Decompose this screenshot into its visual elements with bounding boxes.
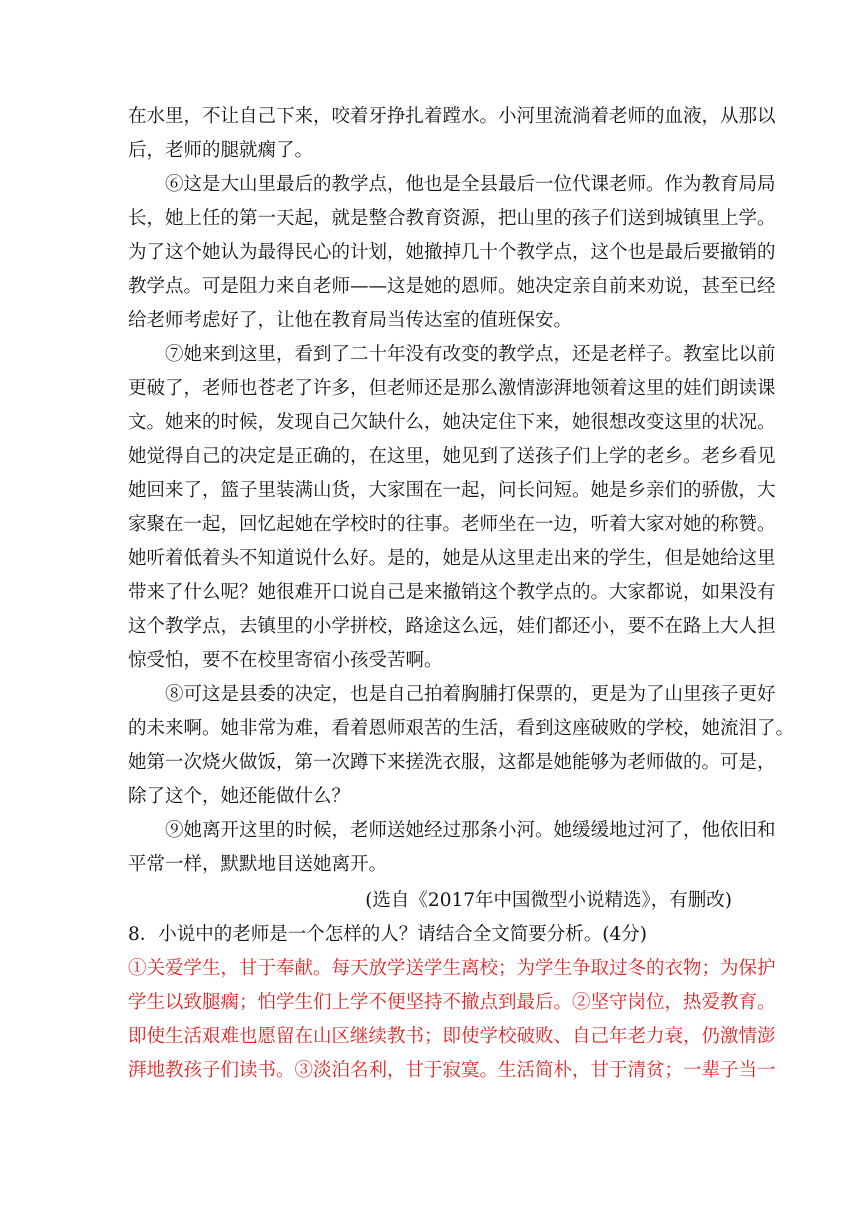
source-citation: (选自《2017年中国微型小说精选》，有删改) — [365, 890, 732, 911]
text-line: 她觉得自己的决定是正确的，在这里，她见到了送孩子们上学的老乡。老乡看见 — [128, 446, 776, 467]
paragraph-9 — [128, 814, 776, 882]
text-line: 她听着低着头不知道说什么好。是的，她是从这里走出来的学生，但是她给这里 — [128, 548, 776, 569]
paragraph-8 — [128, 678, 795, 814]
text-line: 文。她来的时候，发现自己欠缺什么，她决定住下来，她很想改变这里的状况。 — [128, 412, 776, 433]
answer-line: ①关爱学生，甘于奉献。每天放学送学生离校；为学生争取过冬的衣物；为保护 — [128, 958, 776, 979]
answer-line: 湃地教孩子们读书。③淡泊名利，甘于寂寞。生活简朴，甘于清贫；一辈子当一 — [128, 1060, 776, 1081]
text-line: 她第一次烧火做饭，第一次蹲下来搓洗衣服，这都是她能够为老师做的。可是， — [128, 752, 776, 773]
text-line: ⑨她离开这里的时候，老师送她经过那条小河。她缓缓地过河了，他依旧和 — [165, 820, 776, 841]
text-line: 除了这个，她还能做什么？ — [128, 786, 351, 807]
text-line: 在水里，不让自己下来，咬着牙挣扎着蹚水。小河里流淌着老师的血液，从那以 — [128, 106, 776, 127]
text-line: 惊受怕，要不在校里寄宿小孩受苦啊。 — [128, 650, 443, 671]
text-line: 的未来啊。她非常为难，看着恩师艰苦的生活，看到这座破败的学校，她流泪了。 — [128, 718, 795, 739]
text-line: 长，她上任的第一天起，就是整合教育资源，把山里的孩子们送到城镇里上学。 — [128, 208, 776, 229]
text-line: 后，老师的腿就瘸了。 — [128, 140, 314, 161]
answer-line: 即使生活艰难也愿留在山区继续教书；即使学校破败、自己年老力衰，仍激情澎 — [128, 1026, 776, 1047]
text-line: ⑥这是大山里最后的教学点，他也是全县最后一位代课老师。作为教育局局 — [165, 174, 776, 195]
answer-line: 学生以致腿瘸；怕学生们上学不便坚持不撤点到最后。②坚守岗位，热爱教育。 — [128, 992, 776, 1013]
paragraph-5-continued — [128, 100, 776, 168]
text-line: 更破了，老师也苍老了许多，但老师还是那么激情澎湃地领着这里的娃们朗读课 — [128, 378, 776, 399]
text-line: 给老师考虑好了，让他在教育局当传达室的值班保安。 — [128, 310, 573, 331]
text-line: 带来了什么呢？她很难开口说自己是来撤销这个教学点的。大家都说，如果没有 — [128, 582, 776, 603]
text-line: 家聚在一起，回忆起她在学校时的往事。老师坐在一边，听着大家对她的称赞。 — [128, 514, 776, 535]
text-line: 教学点。可是阻力来自老师——这是她的恩师。她决定亲自前来劝说，甚至已经 — [128, 276, 776, 297]
paragraph-6 — [128, 168, 776, 338]
text-line: 这个教学点，去镇里的小学拼校，路途这么远，娃们都还小，要不在路上大人担 — [128, 616, 776, 637]
question-8: 8．小说中的老师是一个怎样的人？请结合全文简要分析。(4分) — [128, 924, 647, 945]
text-line: ⑧可这是县委的决定，也是自己拍着胸脯打保票的，更是为了山里孩子更好 — [165, 684, 776, 705]
text-line: 为了这个她认为最得民心的计划，她撤掉几十个教学点，这个也是最后要撤销的 — [128, 242, 776, 263]
paragraph-7 — [128, 338, 776, 678]
text-line: 平常一样，默默地目送她离开。 — [128, 854, 388, 875]
document-page — [128, 100, 795, 1088]
answer-text — [128, 952, 776, 1088]
text-line: ⑦她来到这里，看到了二十年没有改变的教学点，还是老样子。教室比以前 — [165, 344, 776, 365]
text-line: 她回来了，篮子里装满山货，大家围在一起，问长问短。她是乡亲们的骄傲，大 — [128, 480, 776, 501]
